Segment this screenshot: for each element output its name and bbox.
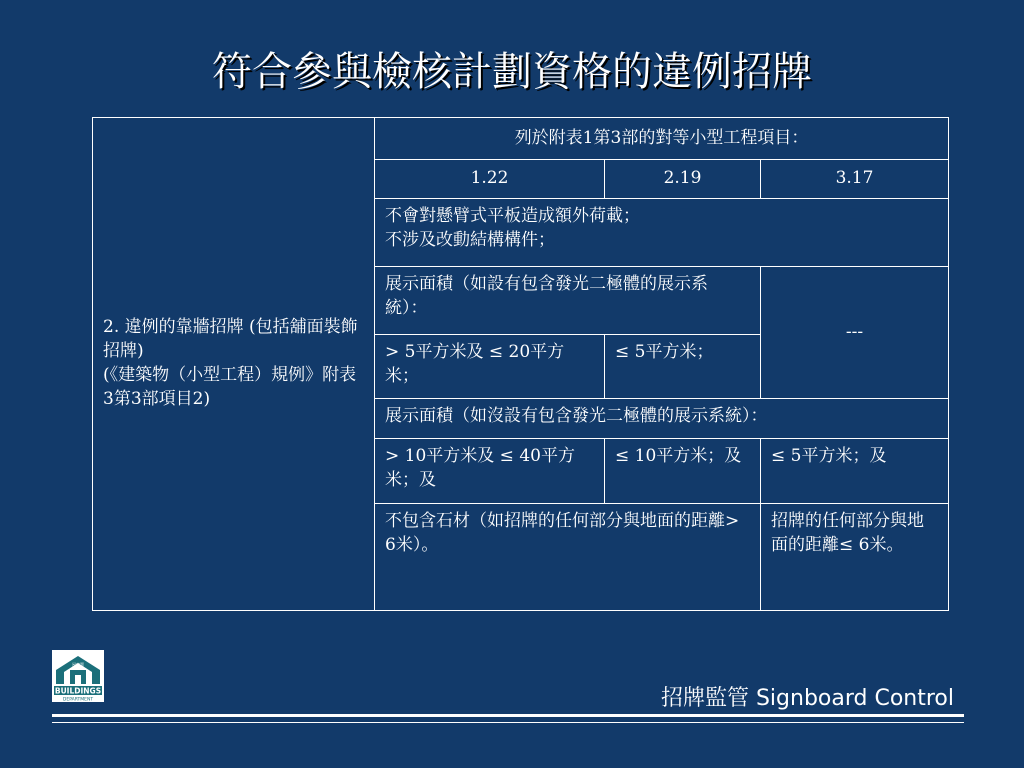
stone-condition-cell: 不包含石材（如招牌的任何部分與地面的距離> 6米）。 xyxy=(375,504,761,611)
structural-conditions-cell: 不會對懸臂式平板造成額外荷載； 不涉及改動結構構件； xyxy=(375,199,949,267)
non-led-area-range-cell: ≤ 5平方米；及 xyxy=(761,439,949,504)
non-led-area-range-cell: ≤ 10平方米；及 xyxy=(605,439,761,504)
logo-main-text: BUILDINGS xyxy=(54,686,102,696)
led-area-range-cell: > 5平方米及 ≤ 20平方米； xyxy=(375,335,605,399)
equivalent-items-header: 列於附表1第3部的對等小型工程項目： xyxy=(375,118,949,160)
page-title: 符合參與檢核計劃資格的違例招牌 xyxy=(212,49,812,95)
criteria-table xyxy=(92,117,949,611)
item-number-cell: 2.19 xyxy=(605,160,761,199)
item-number-cell: 1.22 xyxy=(375,160,605,199)
led-display-area-label: 展示面積（如設有包含發光二極體的展示系統）： xyxy=(375,267,761,335)
footer-label: 招牌監管 Signboard Control xyxy=(660,686,954,711)
non-led-display-area-label: 展示面積（如沒設有包含發光二極體的展示系統）： xyxy=(375,399,949,439)
logo-sub-text: DEPARTMENT xyxy=(62,697,94,702)
non-led-area-range-cell: > 10平方米及 ≤ 40平方米；及 xyxy=(375,439,605,504)
buildings-department-logo-icon xyxy=(52,650,104,702)
logo-top-text: 屋宇署 xyxy=(72,662,84,667)
item-number-cell: 3.17 xyxy=(761,160,949,199)
not-applicable-cell: --- xyxy=(761,267,949,399)
footer-rule-thin xyxy=(52,722,964,723)
led-area-range-cell: ≤ 5平方米； xyxy=(605,335,761,399)
signboard-type-cell: 2. 違例的靠牆招牌 (包括舖面裝飾招牌) (《建築物（小型工程）規例》附表3第3部項目2) xyxy=(93,118,375,611)
buildings-department-logo xyxy=(52,650,104,702)
distance-condition-cell: 招牌的任何部分與地面的距離≤ 6米。 xyxy=(761,504,949,611)
footer-rule-thick xyxy=(52,714,964,717)
